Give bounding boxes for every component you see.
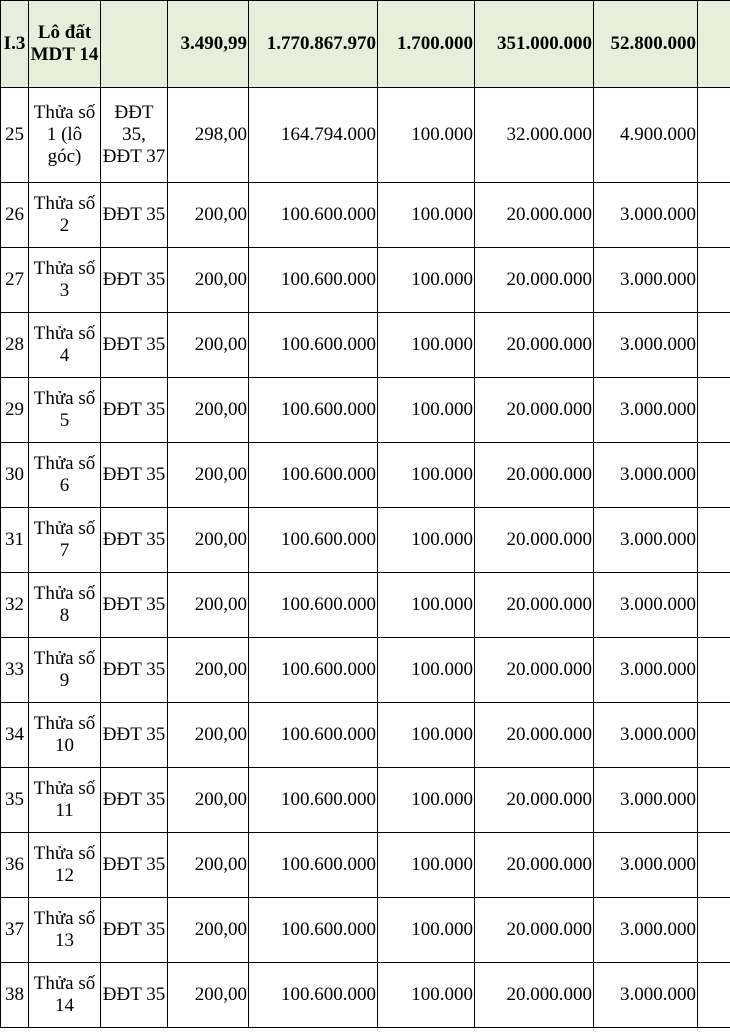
lot-name: Thửa số 1 (lô góc) — [29, 88, 101, 183]
lot-symbol: ĐĐT 35 — [101, 703, 168, 768]
lot-symbol: ĐĐT 35 — [101, 833, 168, 898]
lot-name: Thửa số 14 — [29, 963, 101, 1028]
lot-symbol: ĐĐT 35 — [101, 508, 168, 573]
row-number: 32 — [1, 573, 29, 638]
row-number: 35 — [1, 768, 29, 833]
lot-value-4: 3.000.000 — [594, 183, 698, 248]
lot-area: 200,00 — [168, 963, 249, 1028]
lot-extra — [698, 898, 730, 963]
lot-symbol: ĐĐT 35 — [101, 768, 168, 833]
lot-value-4: 4.900.000 — [594, 88, 698, 183]
lot-value-3: 20.000.000 — [475, 183, 594, 248]
lot-value-1: 100.600.000 — [249, 248, 378, 313]
lot-value-2: 100.000 — [378, 88, 475, 183]
lot-value-3: 20.000.000 — [475, 898, 594, 963]
lot-symbol: ĐĐT 35 — [101, 378, 168, 443]
lot-value-3: 20.000.000 — [475, 768, 594, 833]
lot-value-1: 100.600.000 — [249, 768, 378, 833]
lot-name: Thửa số 9 — [29, 638, 101, 703]
lot-extra — [698, 963, 730, 1028]
lot-value-4: 3.000.000 — [594, 833, 698, 898]
table-row — [1, 963, 730, 1028]
row-number: 27 — [1, 248, 29, 313]
lot-value-3: 20.000.000 — [475, 573, 594, 638]
lot-name: Thửa số 5 — [29, 378, 101, 443]
table-row — [1, 443, 730, 508]
lot-area: 200,00 — [168, 573, 249, 638]
lot-value-2: 100.000 — [378, 638, 475, 703]
lot-name: Thửa số 12 — [29, 833, 101, 898]
lot-value-1: 100.600.000 — [249, 313, 378, 378]
lot-value-1: 100.600.000 — [249, 963, 378, 1028]
lot-symbol: ĐĐT 35 — [101, 638, 168, 703]
lot-extra — [698, 573, 730, 638]
lot-value-2: 100.000 — [378, 183, 475, 248]
table-row — [1, 898, 730, 963]
table-row — [1, 768, 730, 833]
lot-symbol: ĐĐT 35 — [101, 963, 168, 1028]
table-row — [1, 703, 730, 768]
lot-value-3: 20.000.000 — [475, 313, 594, 378]
lot-name: Thửa số 13 — [29, 898, 101, 963]
row-number: 37 — [1, 898, 29, 963]
lot-symbol: ĐĐT 35 — [101, 898, 168, 963]
lot-value-4: 3.000.000 — [594, 703, 698, 768]
lot-value-1: 100.600.000 — [249, 833, 378, 898]
lot-value-1: 100.600.000 — [249, 703, 378, 768]
lot-extra — [698, 443, 730, 508]
lot-area: 200,00 — [168, 183, 249, 248]
lot-name: Thửa số 11 — [29, 768, 101, 833]
lot-value-3: 32.000.000 — [475, 88, 594, 183]
lot-value-3: 20.000.000 — [475, 378, 594, 443]
lot-extra — [698, 768, 730, 833]
row-number: 29 — [1, 378, 29, 443]
lot-value-3: 20.000.000 — [475, 833, 594, 898]
group-area: 3.490,99 — [168, 1, 249, 88]
lot-value-2: 100.000 — [378, 443, 475, 508]
lot-value-3: 20.000.000 — [475, 508, 594, 573]
lot-value-2: 100.000 — [378, 573, 475, 638]
group-value-3: 351.000.000 — [475, 1, 594, 88]
lot-area: 200,00 — [168, 768, 249, 833]
table-row — [1, 833, 730, 898]
lot-area: 200,00 — [168, 313, 249, 378]
group-extra — [698, 1, 730, 88]
table-row — [1, 248, 730, 313]
group-symbol — [101, 1, 168, 88]
lot-value-1: 100.600.000 — [249, 443, 378, 508]
row-number: 28 — [1, 313, 29, 378]
lot-extra — [698, 703, 730, 768]
lot-name: Thửa số 2 — [29, 183, 101, 248]
lot-symbol: ĐĐT 35 — [101, 573, 168, 638]
lot-value-1: 100.600.000 — [249, 378, 378, 443]
lot-name: Thửa số 8 — [29, 573, 101, 638]
row-number: 26 — [1, 183, 29, 248]
lot-name: Thửa số 10 — [29, 703, 101, 768]
lot-value-1: 100.600.000 — [249, 573, 378, 638]
lot-value-2: 100.000 — [378, 963, 475, 1028]
row-number: 33 — [1, 638, 29, 703]
lot-extra — [698, 638, 730, 703]
group-header-row — [1, 1, 730, 88]
lot-area: 200,00 — [168, 248, 249, 313]
group-value-4: 52.800.000 — [594, 1, 698, 88]
lot-value-2: 100.000 — [378, 378, 475, 443]
lot-value-1: 100.600.000 — [249, 898, 378, 963]
lot-extra — [698, 248, 730, 313]
lot-value-1: 100.600.000 — [249, 638, 378, 703]
lot-area: 200,00 — [168, 833, 249, 898]
row-number: 31 — [1, 508, 29, 573]
lot-area: 200,00 — [168, 508, 249, 573]
lot-value-1: 100.600.000 — [249, 183, 378, 248]
lot-area: 200,00 — [168, 638, 249, 703]
lot-symbol: ĐĐT 35 — [101, 248, 168, 313]
group-value-2: 1.700.000 — [378, 1, 475, 88]
lot-area: 200,00 — [168, 703, 249, 768]
table-row — [1, 183, 730, 248]
lot-extra — [698, 313, 730, 378]
lot-symbol: ĐĐT 35 — [101, 443, 168, 508]
lot-value-2: 100.000 — [378, 898, 475, 963]
lot-extra — [698, 88, 730, 183]
lot-value-4: 3.000.000 — [594, 313, 698, 378]
lot-area: 200,00 — [168, 898, 249, 963]
lot-value-4: 3.000.000 — [594, 638, 698, 703]
lot-value-2: 100.000 — [378, 508, 475, 573]
lot-value-3: 20.000.000 — [475, 963, 594, 1028]
lot-extra — [698, 833, 730, 898]
row-number: 25 — [1, 88, 29, 183]
lot-extra — [698, 378, 730, 443]
lot-value-4: 3.000.000 — [594, 248, 698, 313]
table-row — [1, 88, 730, 183]
lot-value-3: 20.000.000 — [475, 638, 594, 703]
lot-extra — [698, 183, 730, 248]
table-row — [1, 378, 730, 443]
lot-value-3: 20.000.000 — [475, 443, 594, 508]
lot-value-2: 100.000 — [378, 248, 475, 313]
table-row — [1, 573, 730, 638]
table-row — [1, 313, 730, 378]
lot-value-2: 100.000 — [378, 833, 475, 898]
table-row — [1, 638, 730, 703]
lot-value-4: 3.000.000 — [594, 508, 698, 573]
lot-symbol: ĐĐT 35 — [101, 313, 168, 378]
lot-value-4: 3.000.000 — [594, 898, 698, 963]
lot-value-1: 164.794.000 — [249, 88, 378, 183]
lot-name: Thửa số 3 — [29, 248, 101, 313]
lot-value-4: 3.000.000 — [594, 378, 698, 443]
lot-name: Thửa số 7 — [29, 508, 101, 573]
group-name: Lô đất MDT 14 — [29, 1, 101, 88]
lot-value-4: 3.000.000 — [594, 443, 698, 508]
lot-name: Thửa số 6 — [29, 443, 101, 508]
lot-symbol: ĐĐT 35 — [101, 183, 168, 248]
lot-area: 200,00 — [168, 443, 249, 508]
row-number: 34 — [1, 703, 29, 768]
lot-value-3: 20.000.000 — [475, 248, 594, 313]
lot-value-2: 100.000 — [378, 313, 475, 378]
table-row — [1, 508, 730, 573]
lot-area: 298,00 — [168, 88, 249, 183]
group-value-1: 1.770.867.970 — [249, 1, 378, 88]
lot-value-2: 100.000 — [378, 768, 475, 833]
lot-value-4: 3.000.000 — [594, 768, 698, 833]
group-code: I.3 — [1, 1, 29, 88]
lot-value-2: 100.000 — [378, 703, 475, 768]
row-number: 36 — [1, 833, 29, 898]
lot-value-1: 100.600.000 — [249, 508, 378, 573]
lot-value-4: 3.000.000 — [594, 963, 698, 1028]
lot-value-3: 20.000.000 — [475, 703, 594, 768]
row-number: 38 — [1, 963, 29, 1028]
lot-value-4: 3.000.000 — [594, 573, 698, 638]
lot-symbol: ĐĐT 35, ĐĐT 37 — [101, 88, 168, 183]
lot-area: 200,00 — [168, 378, 249, 443]
lot-name: Thửa số 4 — [29, 313, 101, 378]
row-number: 30 — [1, 443, 29, 508]
lot-extra — [698, 508, 730, 573]
